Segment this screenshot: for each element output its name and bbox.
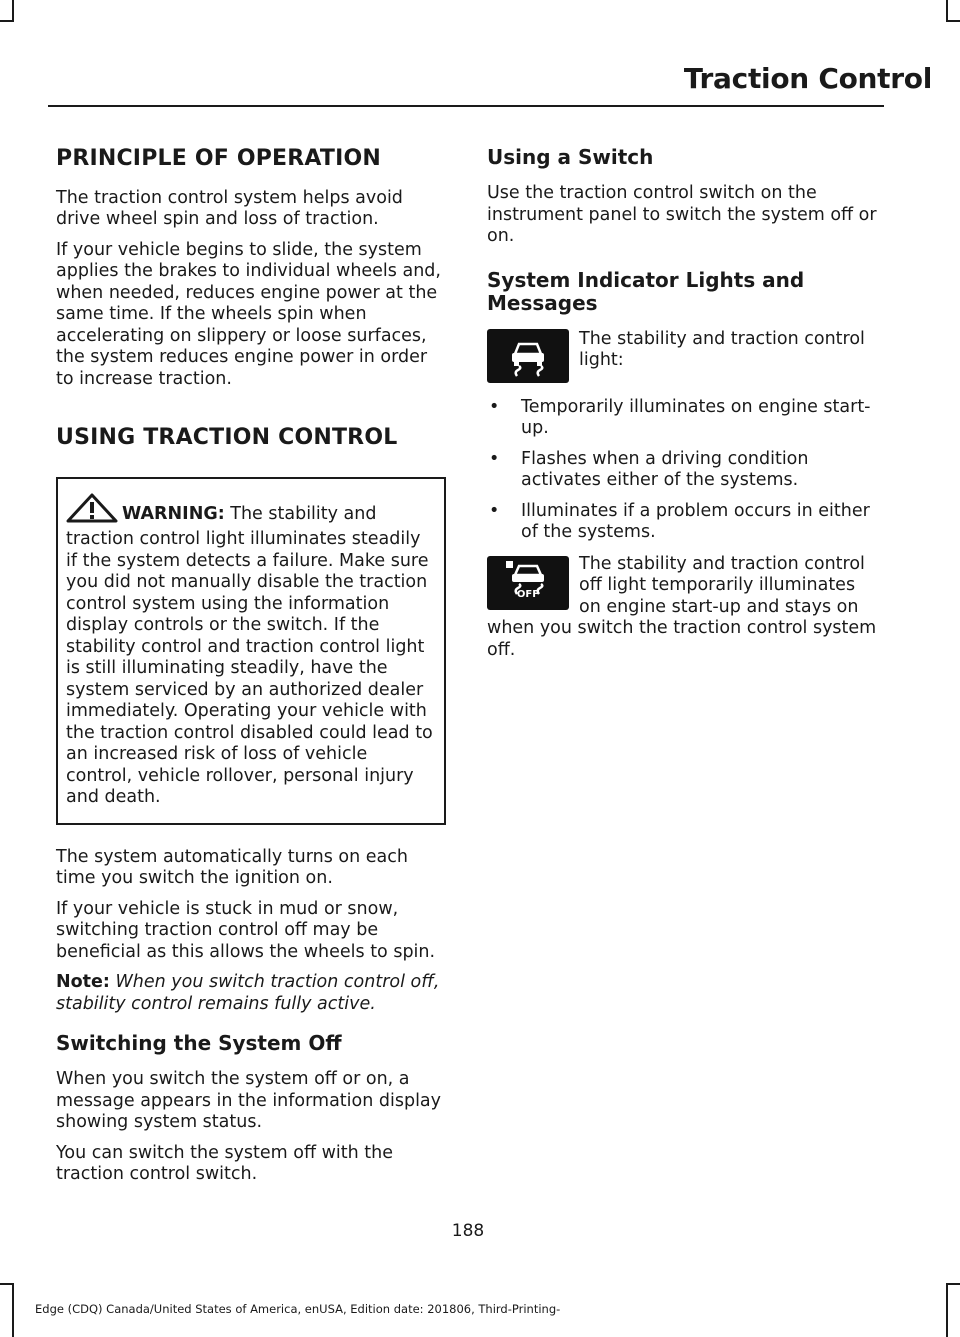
indicator-description: The stability and traction control off light temporarily illuminates on engine start-up and stays on when you switch the traction control system off. — [487, 553, 877, 660]
paragraph: When you switch the system off or on, a message appears in the information display showing system status. — [56, 1069, 442, 1132]
paragraph: Use the traction control switch on the instrument panel to switch the system off or on. — [487, 183, 877, 246]
indicator-description: The stability and traction control light: — [579, 328, 865, 370]
note-label: Note: — [56, 972, 110, 992]
heading-using-a-switch: Using a Switch — [487, 145, 654, 169]
crop-mark — [12, 1283, 14, 1337]
page-header-title: Traction Control — [683, 62, 932, 95]
header-divider — [48, 105, 884, 107]
paragraph: If your vehicle begins to slide, the system applies the brakes to individual wheels and, when needed, reduces engine power at the same time. If the wheels spin when accelerating on slippery or loose surfaces, the system reduces engine power in order to increase traction. — [56, 239, 441, 389]
right-column — [487, 140, 880, 661]
paragraph: The traction control system helps avoid drive wheel spin and loss of traction. — [56, 187, 403, 229]
traction-off-indicator — [487, 554, 880, 662]
warning-box — [56, 477, 446, 825]
crop-mark — [946, 1283, 960, 1285]
note-text: When you switch traction control off, stability control remains fully active. — [56, 972, 440, 1014]
paragraph: If your vehicle is stuck in mud or snow, switching traction control off may be beneficial as this allows the wheels to spin. — [56, 898, 436, 962]
heading-using-traction-control: USING TRACTION CONTROL — [56, 425, 398, 450]
list-item: • Temporarily illuminates on engine start-up. — [487, 397, 880, 440]
crop-mark — [0, 20, 14, 22]
heading-switching-system-off: Switching the System Off — [56, 1031, 342, 1055]
indicator-bullet-list — [487, 397, 880, 544]
crop-mark — [946, 1283, 948, 1337]
crop-mark — [12, 0, 14, 22]
stability-traction-indicator — [487, 329, 880, 383]
list-item: • Flashes when a driving condition activates either of the systems. — [487, 449, 880, 492]
page-number: 188 — [451, 1221, 485, 1241]
warning-label: WARNING: — [122, 503, 225, 524]
stability-control-icon — [487, 329, 569, 383]
heading-system-indicator-lights: System Indicator Lights and Messages — [487, 267, 805, 315]
warning-triangle-icon — [66, 493, 118, 530]
warning-text: The stability and traction control light illuminates steadily if the system detects a failure. Make sure you did not manually disable the traction control system using the information display controls or the switch. If the stability control and traction control light is still illuminating steadily, have the system serviced by an authorized dealer immediately. Operating your vehicle with the traction control disabled could lead to an increased risk of loss of vehicle control, vehicle rollover, personal injury and death. — [66, 503, 433, 807]
off-label: OFF — [516, 589, 540, 600]
heading-principle-of-operation: PRINCIPLE OF OPERATION — [56, 146, 382, 171]
footer-edition: Edge (CDQ) Canada/United States of America, enUSA, Edition date: 201806, Third-Printing- — [35, 1302, 561, 1316]
crop-mark — [946, 20, 960, 22]
traction-control-off-icon — [487, 556, 569, 610]
list-item: • Illuminates if a problem occurs in either of the systems. — [487, 501, 880, 544]
paragraph: The system automatically turns on each time you switch the ignition on. — [56, 846, 408, 888]
crop-mark — [0, 1283, 14, 1285]
paragraph: You can switch the system off with the traction control switch. — [56, 1142, 394, 1184]
crop-mark — [946, 0, 948, 22]
note — [56, 972, 446, 1015]
left-column — [56, 140, 446, 1195]
